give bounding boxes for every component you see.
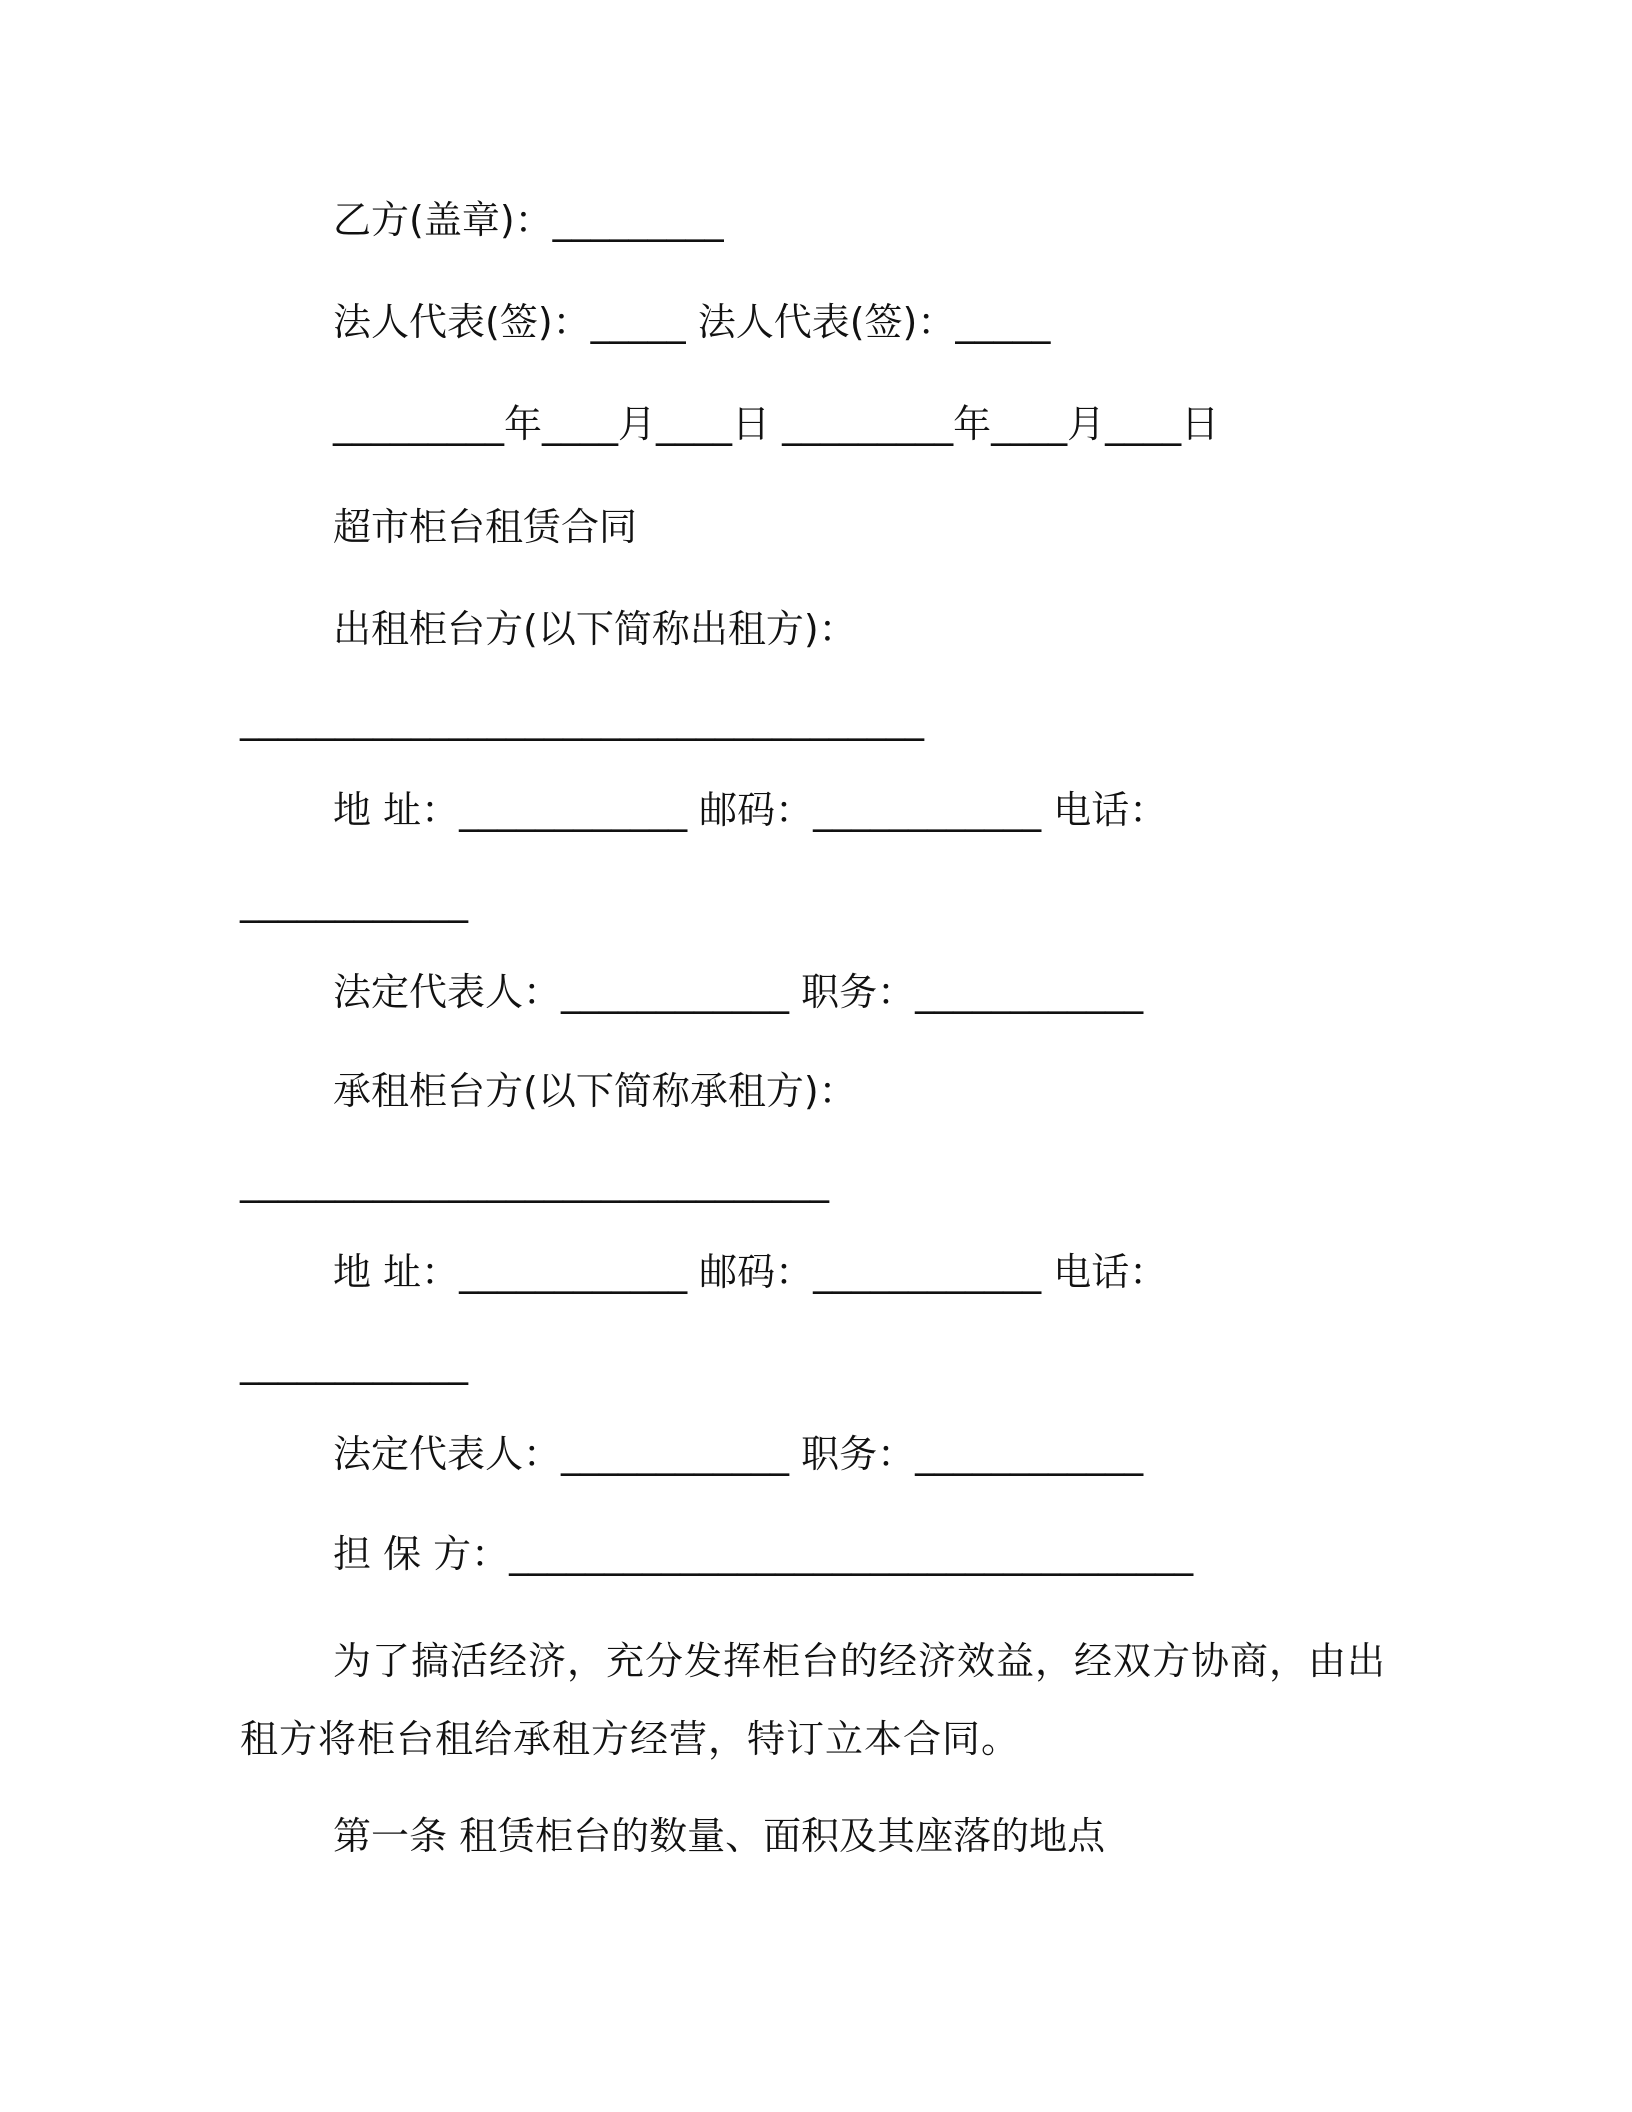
lessor-name-blank: ____________________________________ [240,697,924,741]
guarantor-line: 担 保 方：____________________________________ [333,1532,1194,1576]
lessor-address-line: 地 址：____________ 邮码：____________ 电话： [333,788,1168,832]
party-b-seal-line: 乙方(盖章)：_________ [333,198,724,242]
article-1-heading: 第一条 租赁柜台的数量、面积及其座落的地点 [333,1814,1106,1858]
lessor-representative-line: 法定代表人：____________ 职务：____________ [333,970,1144,1014]
signing-dates-line: _________年____月____日 _________年____月____日 [333,402,1220,446]
lessee-address-line: 地 址：____________ 邮码：____________ 电话： [333,1250,1168,1294]
legal-representatives-line: 法人代表(签)：_____ 法人代表(签)：_____ [333,300,1051,344]
lessee-name-blank: _______________________________ [240,1159,829,1203]
contract-title: 超市柜台租赁合同 [333,505,638,549]
lessor-phone-blank: ____________ [240,879,468,923]
purpose-paragraph: 为了搞活经济，充分发挥柜台的经济效益，经双方协商，由出租方将柜台租给承租方经营，特订立本合同。 [240,1639,1387,1761]
lessee-intro: 承租柜台方(以下简称承租方)： [333,1069,857,1113]
lessee-representative-line: 法定代表人：____________ 职务：____________ [333,1432,1144,1476]
lessor-intro: 出租柜台方(以下简称出租方)： [333,607,857,651]
lessee-phone-blank: ____________ [240,1341,468,1385]
